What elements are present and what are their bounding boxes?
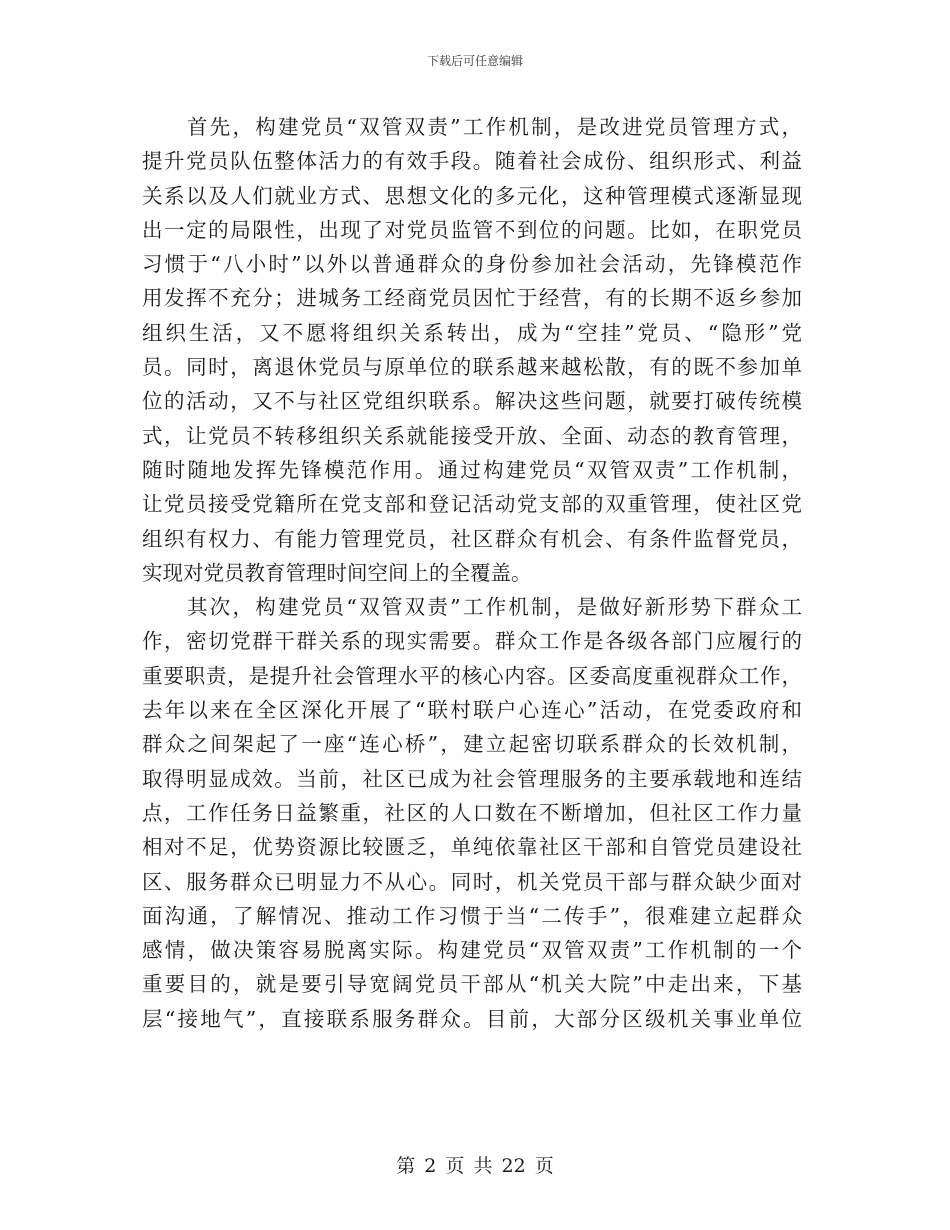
page-header-note: 下载后可任意编辑: [426, 54, 523, 68]
body-line: 让党员接受党籍所在党支部和登记活动党支部的双重管理，使社区党: [142, 492, 802, 517]
body-line: 式，让党员不转移组织关系就能接受开放、全面、动态的教育管理，: [142, 423, 802, 448]
body-line: 重要目的，就是要引导宽阔党员干部从“机关大院”中走出来，下基: [142, 972, 802, 997]
body-line: 习惯于“八小时”以外以普通群众的身份参加社会活动，先锋模范作: [142, 252, 802, 277]
document-body: [142, 110, 802, 1036]
body-line: 组织生活，又不愿将组织关系转出，成为“空挂”党员、“隐形”党: [142, 320, 802, 345]
body-line: 组织有权力、有能力管理党员，社区群众有机会、有条件监督党员，: [142, 526, 802, 551]
body-line: 员。同时，离退休党员与原单位的联系越来越松散，有的既不参加单: [142, 355, 802, 380]
body-line: 随时随地发挥先锋模范作用。通过构建党员“双管双责”工作机制，: [142, 457, 802, 482]
body-line: 区、服务群众已明显力不从心。同时，机关党员干部与群众缺少面对: [142, 869, 802, 894]
body-line: 面沟通，了解情况、推动工作习惯于当“二传手”，很难建立起群众: [142, 903, 802, 928]
body-line: 相对不足，优势资源比较匮乏，单纯依靠社区干部和自管党员建设社: [142, 835, 802, 860]
body-line: 用发挥不充分；进城务工经商党员因忙于经营，有的长期不返乡参加: [142, 286, 802, 311]
body-line: 提升党员队伍整体活力的有效手段。随着社会成份、组织形式、利益: [142, 149, 802, 174]
body-line: 重要职责，是提升社会管理水平的核心内容。区委高度重视群众工作，: [142, 663, 802, 688]
body-line: 感情，做决策容易脱离实际。构建党员“双管双责”工作机制的一个: [142, 938, 802, 963]
body-line: 出一定的局限性，出现了对党员监管不到位的问题。比如，在职党员: [142, 217, 802, 242]
body-line: 群众之间架起了一座“连心桥”，建立起密切联系群众的长效机制，: [142, 732, 802, 757]
body-line: 去年以来在全区深化开展了“联村联户心连心”活动，在党委政府和: [142, 698, 802, 723]
body-line: 首先，构建党员“双管双责”工作机制，是改进党员管理方式，: [187, 115, 802, 139]
body-line: 取得明显成效。当前，社区已成为社会管理服务的主要承载地和连结: [142, 766, 802, 791]
body-line: 其次，构建党员“双管双责”工作机制，是做好新形势下群众工: [187, 595, 802, 620]
body-line: 作，密切党群干群关系的现实需要。群众工作是各级各部门应履行的: [142, 629, 802, 654]
page-number: 第 2 页 共 22 页: [396, 1155, 554, 1177]
body-line: 层“接地气”，直接联系服务群众。目前，大部分区级机关事业单位: [142, 1006, 802, 1031]
body-line: 点，工作任务日益繁重，社区的人口数在不断增加，但社区工作力量: [142, 800, 802, 825]
body-line: 关系以及人们就业方式、思想文化的多元化，这种管理模式逐渐显现: [142, 183, 802, 208]
body-line: 位的活动，又不与社区党组织联系。解决这些问题，就要打破传统模: [142, 389, 802, 414]
body-line: 实现对党员教育管理时间空间上的全覆盖。: [142, 560, 532, 585]
